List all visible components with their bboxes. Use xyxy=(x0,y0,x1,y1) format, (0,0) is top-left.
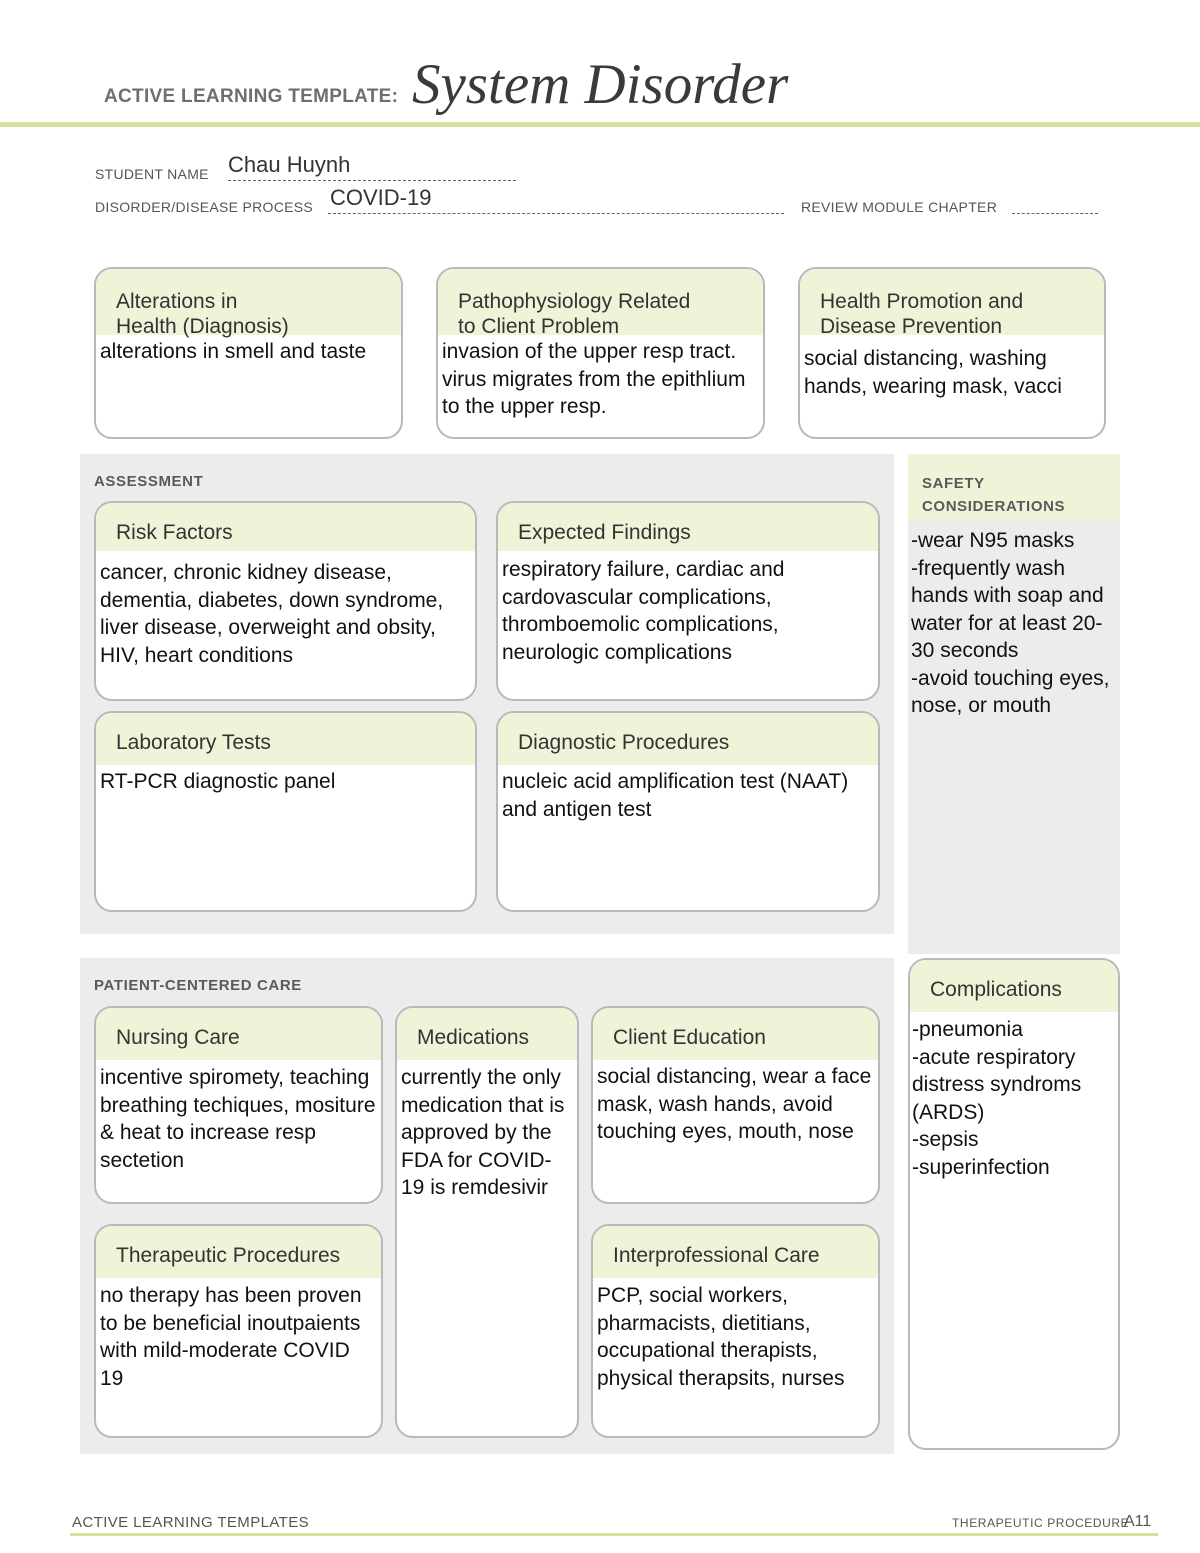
client-education-body[interactable]: social distancing, wear a face mask, wash hands, avoid touching eyes, mouth, nose xyxy=(597,1065,872,1143)
expected-findings-header: Expected Findings xyxy=(498,503,878,551)
assessment-heading: ASSESSMENT xyxy=(94,473,204,490)
page-number: A11 xyxy=(1124,1513,1152,1530)
client-education-header: Client Education xyxy=(593,1008,878,1060)
complication-item: -pneumonia xyxy=(912,1018,1023,1041)
nursing-care-body[interactable]: incentive spiromety, teaching breathing techiques, mositure & heat to increase resp sectetion xyxy=(100,1066,376,1172)
complication-item: -superinfection xyxy=(912,1155,1050,1179)
risk-factors-card xyxy=(94,501,477,701)
safety-header xyxy=(908,454,1120,521)
therapeutic-procedures-card xyxy=(94,1224,383,1438)
health-promotion-body[interactable]: social distancing, washing hands, wearing mask, vacci xyxy=(804,347,1062,398)
therapeutic-procedures-header: Therapeutic Procedures xyxy=(96,1226,381,1278)
review-module-field[interactable] xyxy=(1012,213,1098,214)
interprofessional-care-body[interactable]: PCP, social workers, pharmacists, dietitians, occupational therapists, physical therapsits, nurses xyxy=(597,1284,845,1390)
footer-left-label: ACTIVE LEARNING TEMPLATES xyxy=(72,1514,309,1531)
complications-header: Complications xyxy=(910,960,1118,1012)
page-title: System Disorder xyxy=(412,53,789,116)
health-promotion-title-line1: Health Promotion and xyxy=(820,290,1024,313)
complication-item: -sepsis xyxy=(912,1128,979,1151)
alterations-header xyxy=(96,269,401,338)
diagnostic-procedures-body[interactable]: nucleic acid amplification test (NAAT) and antigen test xyxy=(502,770,849,821)
nursing-care-header: Nursing Care xyxy=(96,1008,381,1060)
safety-item: -wear N95 masks xyxy=(911,529,1075,552)
expected-findings-body[interactable]: respiratory failure, cardiac and cardovascular complications, thromboemolic complications, neurologic complications xyxy=(502,558,785,664)
student-name-field[interactable]: Chau Huynh xyxy=(228,152,351,177)
complications-list[interactable] xyxy=(910,1012,1118,1184)
pathophysiology-card xyxy=(436,267,765,439)
footer-right-label: THERAPEUTIC PROCEDURE xyxy=(952,1516,1130,1530)
pathophysiology-title-line2: to Client Problem xyxy=(458,315,620,338)
safety-title-line1: SAFETY xyxy=(922,475,985,492)
medications-card xyxy=(395,1006,579,1438)
pathophysiology-title-line1: Pathophysiology Related xyxy=(458,290,691,313)
interprofessional-care-card xyxy=(591,1224,880,1438)
student-name-line xyxy=(228,180,516,181)
safety-section xyxy=(908,454,1120,954)
diagnostic-procedures-header: Diagnostic Procedures xyxy=(498,713,878,765)
laboratory-tests-body[interactable]: RT-PCR diagnostic panel xyxy=(100,770,336,793)
interprofessional-care-header: Interprofessional Care xyxy=(593,1226,878,1278)
health-promotion-card xyxy=(798,267,1106,439)
diagnostic-procedures-card xyxy=(496,711,880,912)
laboratory-tests-card xyxy=(94,711,477,912)
complication-item: -acute respiratory distress syndroms (ARDS) xyxy=(912,1045,1082,1124)
disorder-line xyxy=(328,213,784,214)
health-promotion-title-line2: Disease Prevention xyxy=(820,315,1003,338)
patient-care-heading: PATIENT-CENTERED CARE xyxy=(94,977,302,994)
alterations-title-line1: Alterations in xyxy=(116,290,238,313)
complications-card xyxy=(908,958,1120,1450)
alterations-title-line2: Health (Diagnosis) xyxy=(116,315,289,338)
health-promotion-header xyxy=(800,269,1104,338)
alterations-card xyxy=(94,267,403,439)
review-module-label: REVIEW MODULE CHAPTER xyxy=(801,199,998,215)
student-name-label: STUDENT NAME xyxy=(95,166,209,182)
safety-item: -avoid touching eyes, nose, or mouth xyxy=(911,666,1110,717)
expected-findings-card xyxy=(496,501,880,701)
medications-body[interactable]: currently the only medication that is approved by the FDA for COVID-19 is remdesivir xyxy=(401,1066,565,1199)
safety-list[interactable] xyxy=(908,521,1120,726)
pathophysiology-body[interactable]: invasion of the upper resp tract. virus migrates from the epithlium to the upper resp. xyxy=(442,340,746,418)
risk-factors-header: Risk Factors xyxy=(96,503,475,551)
header-divider xyxy=(0,122,1200,127)
client-education-card xyxy=(591,1006,880,1204)
risk-factors-body[interactable]: cancer, chronic kidney disease, dementia, diabetes, down syndrome, liver disease, overweight and obsity, HIV, heart conditions xyxy=(100,561,444,667)
pathophysiology-header xyxy=(438,269,763,338)
laboratory-tests-header: Laboratory Tests xyxy=(96,713,475,765)
template-label: ACTIVE LEARNING TEMPLATE: xyxy=(104,86,399,107)
nursing-care-card xyxy=(94,1006,383,1204)
safety-item: -frequently wash hands with soap and water for at least 20-30 seconds xyxy=(911,556,1104,662)
alterations-body[interactable]: alterations in smell and taste xyxy=(100,340,367,363)
disorder-label: DISORDER/DISEASE PROCESS xyxy=(95,199,314,215)
disorder-field[interactable]: COVID-19 xyxy=(330,185,432,210)
footer-divider xyxy=(70,1533,1158,1536)
medications-header: Medications xyxy=(397,1008,577,1060)
safety-title-line2: CONSIDERATIONS xyxy=(922,498,1066,515)
therapeutic-procedures-body[interactable]: no therapy has been proven to be beneficial inoutpaients with mild-moderate COVID 19 xyxy=(100,1284,362,1390)
